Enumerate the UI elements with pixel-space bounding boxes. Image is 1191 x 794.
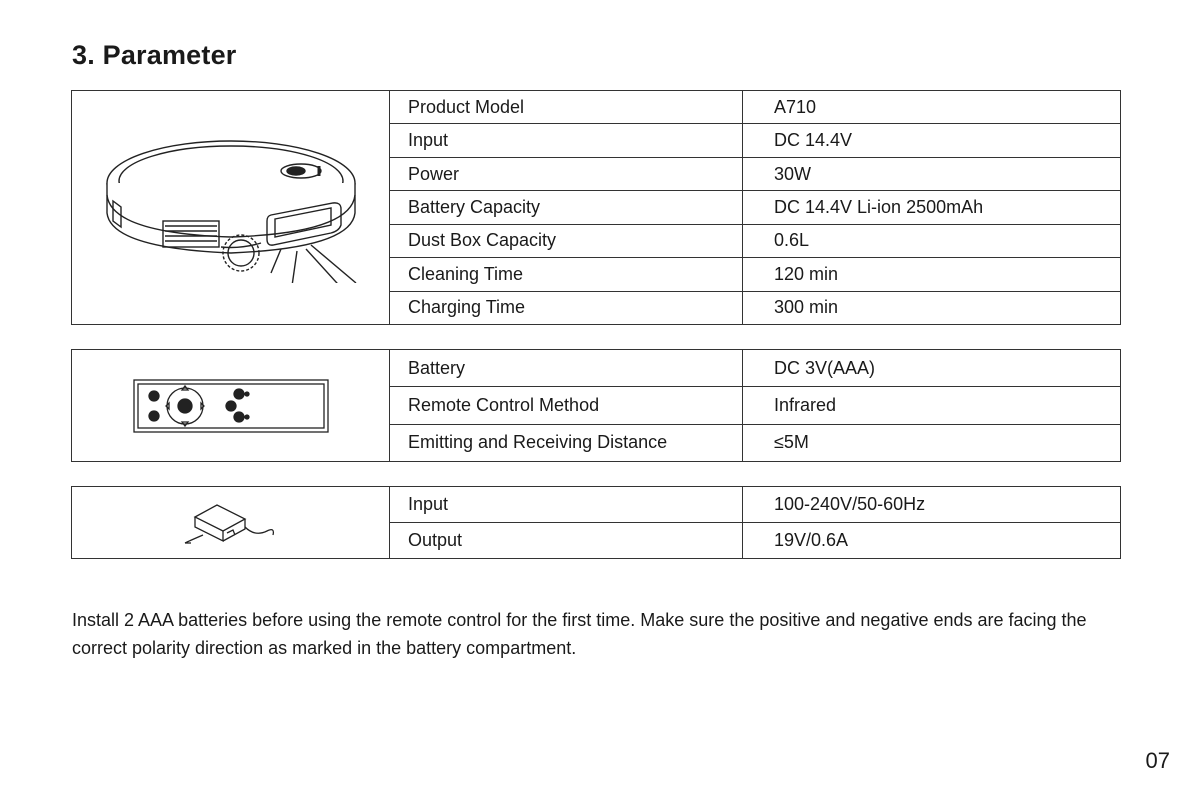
table-row — [390, 158, 1120, 191]
power-adapter-illustration — [183, 497, 279, 549]
spec-label: Battery Capacity — [390, 191, 743, 223]
robot-image-cell — [72, 91, 390, 324]
table-row — [390, 387, 1120, 424]
spec-label: Product Model — [390, 91, 743, 123]
adapter-spec-rows — [390, 487, 1120, 558]
spec-label: Input — [390, 124, 743, 156]
spec-value: 120 min — [774, 263, 839, 284]
remote-spec-rows — [390, 350, 1120, 461]
page-number: 07 — [1145, 748, 1170, 773]
spec-label: Battery — [390, 350, 743, 386]
table-row — [390, 91, 1120, 124]
battery-install-note: Install 2 AAA batteries before using the remote control for the first time. Make sure the positive and negative ends are facing the correct polarity direction as marked in the battery compartment. — [72, 610, 1087, 658]
page-title: 3. Parameter — [72, 40, 237, 70]
spec-label: Dust Box Capacity — [390, 225, 743, 257]
remote-image-cell — [72, 350, 390, 461]
spec-value: Infrared — [774, 394, 837, 415]
spec-value: DC 14.4V Li-ion 2500mAh — [774, 196, 984, 217]
spec-value: A710 — [774, 96, 817, 117]
spec-label: Input — [390, 487, 743, 522]
table-row — [390, 425, 1120, 461]
spec-value: DC 3V(AAA) — [774, 357, 876, 378]
spec-value: 300 min — [774, 297, 839, 318]
spec-value: DC 14.4V — [774, 130, 853, 151]
adapter-image-cell — [72, 487, 390, 558]
spec-value: 0.6L — [774, 230, 810, 251]
remote-control-illustration — [133, 379, 329, 433]
spec-value: ≤5M — [774, 432, 809, 453]
spec-value: 19V/0.6A — [774, 530, 849, 550]
robot-spec-table — [71, 90, 1121, 325]
spec-label: Charging Time — [390, 292, 743, 324]
spec-label: Power — [390, 158, 743, 190]
table-row — [390, 225, 1120, 258]
robot-vacuum-illustration — [101, 133, 361, 283]
adapter-spec-table — [71, 486, 1121, 559]
table-row — [390, 292, 1120, 324]
table-row — [390, 487, 1120, 523]
spec-label: Emitting and Receiving Distance — [390, 425, 743, 461]
table-row — [390, 523, 1120, 558]
robot-spec-rows — [390, 91, 1120, 324]
table-row — [390, 191, 1120, 224]
table-row — [390, 350, 1120, 387]
table-row — [390, 258, 1120, 291]
spec-label: Remote Control Method — [390, 387, 743, 423]
spec-label: Cleaning Time — [390, 258, 743, 290]
spec-value: 100-240V/50-60Hz — [774, 494, 926, 514]
spec-value: 30W — [774, 163, 812, 184]
spec-label: Output — [390, 523, 743, 558]
table-row — [390, 124, 1120, 157]
remote-spec-table — [71, 349, 1121, 462]
